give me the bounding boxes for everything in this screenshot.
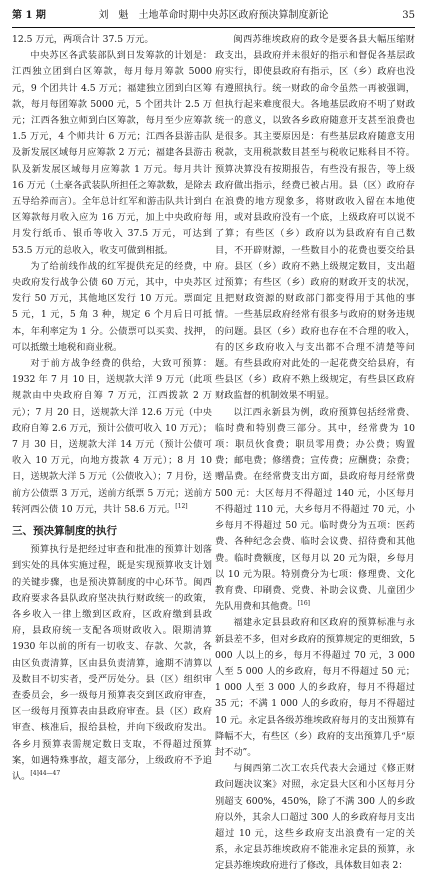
paragraph: 闽西苏维埃政府的政令是要各县大幅压缩财政支出，县政府并未很好的指示和督促各基层政府实行，即使县政府有指示，区（乡）政府也没有遵照执行。统一财政的命令虽然一再被强调，但执行起来难度很大。各地基层政府不明了财政统一的意义，以致各乡政府随意开支甚至浪费也是很多。其主要原因是：有些基层政府随意支用税款，支用税款数目甚至与税收记账科目不符。预算决算没有按期报告，有些没有报告，等上级政府做出指示，经费已被占用。县（区）政府存在浪费的地方现象多，将财政收入留在本地使用，或对县政府没有一个底，上级政府可以说不了算；有些区（乡）政府以为县政府有自己数目，不开辟财源，一些数目小的花费也要交给县府。县区（乡）政府不熟上级规定数目，支出超过预算；有些区（乡）政府的财政开支的状况，且把财政资源的财政部门都变得用于其他的事情。一些基层政府经常有很多与政府的财务违规的问题。县区（乡）政府也存在不合理的收入，有的区乡政府收入与支出都不合理不清楚等问题。有些县政府对此处的一起花费交给县府，有些县区（乡）政府不熟上级规定，有些县区政府财政监督的机制效果不明显。 (215, 34, 415, 402)
header-rule (12, 27, 415, 28)
paragraph (12, 356, 212, 518)
paragraph-text: 以江西永新县为例，政府预算包括经常费、临时费和特别费三部分。其中，经常费为 10 项：职员伙食费；职员零用费；办公费；购置费；邮电费；修缮费；宣传费；应酬费；杂费；赠品费。在经常费支出方面，县政府每月经常费 500 元：大区每月不得超过 140 元，小区每月不得超过 110 元，大乡每月不得超过 70 元，小乡每月不得超过 50 元。临时费分为五项：医药费、各种纪念会费、临时会议费、招待费和其他费。临时费额度，区每月以 20 元为限，乡每月以 10 元为限。特别费分为七项：修理费、文化教育费、印刷费、党费、补助会议费、儿童团少先队用费和其他费。 (215, 406, 415, 613)
section-heading: 三、预决算制度的执行 (12, 525, 117, 538)
issue-number: 第 1 期 (12, 10, 46, 21)
paragraph: 12.5 万元，两项合计 37.5 万元。 (12, 34, 154, 45)
citation-ref: [12] (175, 502, 188, 510)
right-column (215, 32, 415, 872)
paragraph-text: 预算执行是把经过审查和批准的预算计划落到实处的具体实施过程，既是实现预算收支计划的关键步骤，也是预决算制度的中心环节。闽西政府要求各县队政府坚决执行财政统一的政策，各乡收入一律上缴到区政府，区政府缴到县政府，县政府统一支配各项财政收入。限期清算 1930 年以前的所有一切收支、存款、欠款，各由区负责清算，区由县负责清算，逾期不清算以及数目不切实者，受严厉处分。县（区）组织审查委员会，乡一级每月预算表交到区政府审查，区一级每月预算表由县政府审查。县（区）政府审查、核准后，报给县检，并向下级政府发出。各乡月预算表需规定数日支取，不得超过预算案，如遇特殊事故，超支部分，上级政府不予追认。 (12, 544, 212, 782)
paragraph: 为了给前线作战的红军提供充足的经费，中央政府发行战争公债 60 万元，其中，中央苏区发行 50 万元，其他地区发行 10 万元。票面定 5 元，1 元，5 角 3 种，规定 6 个月后日可抵本，年利率定为 1 分。公债票可以买卖、找押，可以抵缴土地税和商业税。 (12, 260, 212, 353)
paragraph-text: 对于前方战争经费的供给，大致可预算：1932 年 7 月 10 日，送规款大洋 9 万元（此项规款由中央政府自筹 7 万元，江西拨款 2 万元）；7 月 20 日，送规款大洋 12.6 万元（中央政府自筹 2.6 万元，预计公债可收入 10 万元）；7 月 30 日，送规款大洋 14 万元（预计公债可收入 10 万元，向地方拨款 4 万元）；8 月 10 日，送规款大洋 5 万元（公债收入）；7 月份，送前方公债票 3 万元，送前方纸票 5 万元；送前方转河西公债 10 万元，共计 58.6 万元。 (12, 358, 212, 515)
page-header (12, 6, 415, 26)
left-column (12, 32, 212, 782)
article-title: 土地革命时期中央苏区政府预决算制度新论 (138, 10, 329, 21)
author-name: 刘 魁 (98, 10, 129, 21)
paragraph: 福建永定县县政府和区政府的预算标准与永新县差不多，但对乡政府的预算规定的更细致，5 000 人以上的乡，每月不得超过 70 元，3 000 人至 5 000 人的乡政府，每月不得超过 50 元；1 000 人至 3 000 人的乡政府，每月不得超过 35 元；不满 1 000 人的乡政府，每月不得超过 10 元。永定县各级苏维埃政府每月的支出预算有降幅不大，有些区（乡）政府的支出预算几乎“原封不动”。 (215, 617, 415, 758)
citation-ref: [16] (297, 600, 311, 608)
running-title (12, 6, 415, 26)
paragraph (12, 542, 212, 785)
paragraph (215, 405, 415, 616)
paragraph: 与闽西第二次工农兵代表大会通过《修正财政问题决议案》对照，永定县大区和小区每月分别超支 600%，450%，除了不满 300 人的乡政府以外，其余人口超过 300 人的乡政府每月支出超过 10 元，这些乡政府支出浪费有一定的关系，永定县苏维埃政府不能准永定县的预算，永定县苏维埃政府进行了修改，具体数目如表 2： (215, 763, 415, 872)
page-number: 35 (402, 10, 415, 21)
paragraph: 中央苏区各武装部队到日发筹款的计划是：江西独立团到白区筹款，每月每月筹款 5000 元，9 个团共计 4.5 万元；福建独立团到白区筹款，每月每团筹款 5000 元，5 个团共计 2.5 万元；江西各独立师到白区筹款，每月至少应筹款 1.5 万元，4 个师共计 6 万元；江西各县游击队及新发展区域每月应筹款 2 万元；福建各县游击队及新发展区域每月应筹款 1 万元。每月共计 16 万元（土豪各武装队所担任之筹款数，是除去五导给养而言）。全年总计红军和游击队共计到白区筹款每月收入应为 16 万元，加上中央政府每月发行纸币、银币等收入 37.5 万元，可达到 53.5 万元的总收入，收支可做到相抵。 (12, 50, 212, 256)
citation-ref: [4]44—47 (30, 769, 61, 777)
